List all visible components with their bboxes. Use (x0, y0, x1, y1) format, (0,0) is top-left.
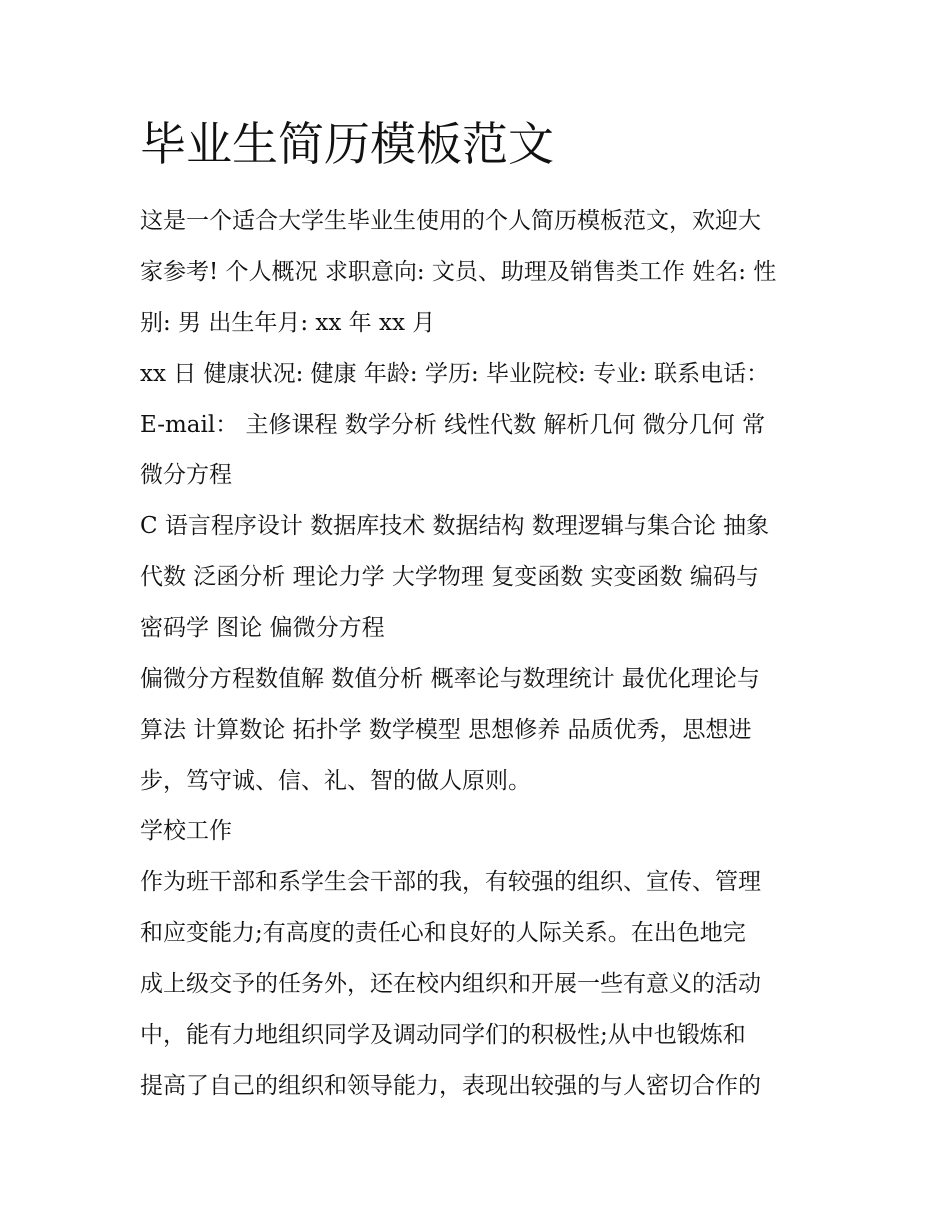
body-line-17: 中，能有力地组织同学及调动同学们的积极性;从中也锻炼和 (140, 1022, 746, 1048)
body-line-7: C 语言程序设计 数据库技术 数据结构 数理逻辑与集合论 抽象 (140, 513, 770, 539)
body-line-16: 成上级交予的任务外，还在校内组织和开展一些有意义的活动 (140, 971, 761, 997)
section-heading-school-work: 学校工作 (140, 818, 232, 844)
body-line-2: 家参考! 个人概况 求职意向: 文员、助理及销售类工作 姓名: 性 (140, 259, 777, 285)
body-line-10: 偏微分方程数值解 数值分析 概率论与数理统计 最优化理论与 (140, 666, 760, 692)
body-line-3: 别: 男 出生年月: xx 年 xx 月 (140, 310, 436, 336)
body-line-14: 作为班干部和系学生会干部的我，有较强的组织、宣传、管理 (140, 869, 761, 895)
body-line-4: xx 日 健康状况: 健康 年龄: 学历: 毕业院校: 专业: 联系电话： (140, 361, 770, 387)
body-line-15: 和应变能力;有高度的责任心和良好的人际关系。在出色地完 (140, 920, 746, 946)
body-line-11: 算法 计算数论 拓扑学 数学模型 思想修养 品质优秀，思想进 (140, 717, 752, 743)
body-line-12: 步，笃守诚、信、礼、智的做人原则。 (140, 768, 531, 794)
body-line-6: 微分方程 (140, 462, 232, 488)
body-line-9: 密码学 图论 偏微分方程 (140, 615, 385, 641)
body-line-5: E-mail： 主修课程 数学分析 线性代数 解析几何 微分几何 常 (140, 412, 766, 438)
body-line-8: 代数 泛函分析 理论力学 大学物理 复变函数 实变函数 编码与 (140, 564, 759, 590)
body-line-1: 这是一个适合大学生毕业生使用的个人简历模板范文，欢迎大 (140, 208, 761, 234)
body-line-18: 提高了自己的组织和领导能力，表现出较强的与人密切合作的 (140, 1073, 761, 1099)
document-title: 毕业生简历模板范文 (140, 117, 554, 171)
